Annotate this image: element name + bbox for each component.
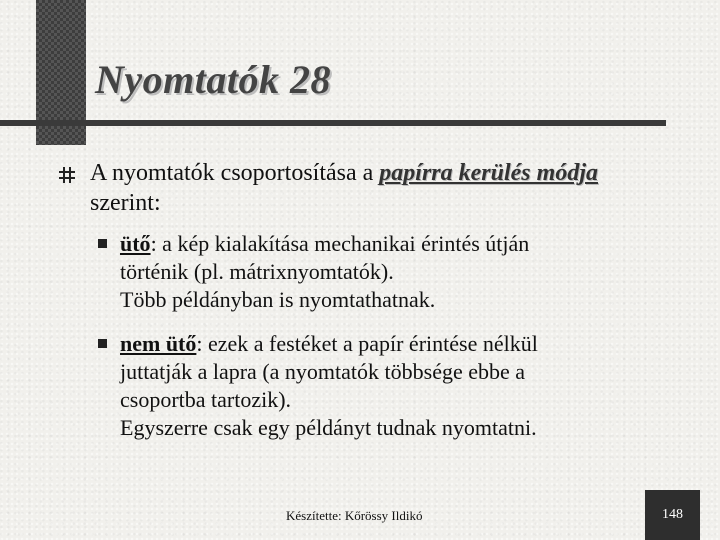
footer-author: Készítette: Kőrössy Ildikó	[286, 508, 423, 523]
term-impact: ütő	[120, 231, 151, 256]
hash-bullet-icon	[58, 166, 76, 184]
sub-item-line: Egyszerre csak egy példányt tudnak nyomtatni.	[120, 415, 537, 440]
page-number: 148	[645, 490, 700, 540]
main-text-start: A nyomtatók csoportosítása a	[90, 160, 380, 186]
sub-item-non-impact	[120, 330, 660, 442]
term-non-impact: nem ütő	[120, 331, 197, 356]
sub-item-line: csoportba tartozik).	[120, 387, 292, 412]
main-bullet-text	[90, 158, 650, 218]
square-bullet-icon	[98, 239, 107, 248]
sub-item-line: : a kép kialakítása mechanikai érintés útján	[150, 231, 530, 256]
slide-title: Nyomtatók 28	[95, 57, 331, 102]
title-divider	[0, 120, 666, 126]
sub-item-line: történik (pl. mátrixnyomtatók).	[120, 259, 394, 284]
sub-item-impact	[120, 230, 660, 314]
main-emphasis: papírra kerülés módja	[379, 160, 598, 186]
sub-item-line: Több példányban is nyomtathatnak.	[120, 287, 436, 312]
sub-item-line: juttatják a lapra (a nyomtatók többsége ebbe a	[120, 359, 526, 384]
square-bullet-icon	[98, 339, 107, 348]
sub-item-line: : ezek a festéket a papír érintése nélkül	[196, 331, 538, 356]
main-text-end: szerint:	[90, 190, 161, 216]
